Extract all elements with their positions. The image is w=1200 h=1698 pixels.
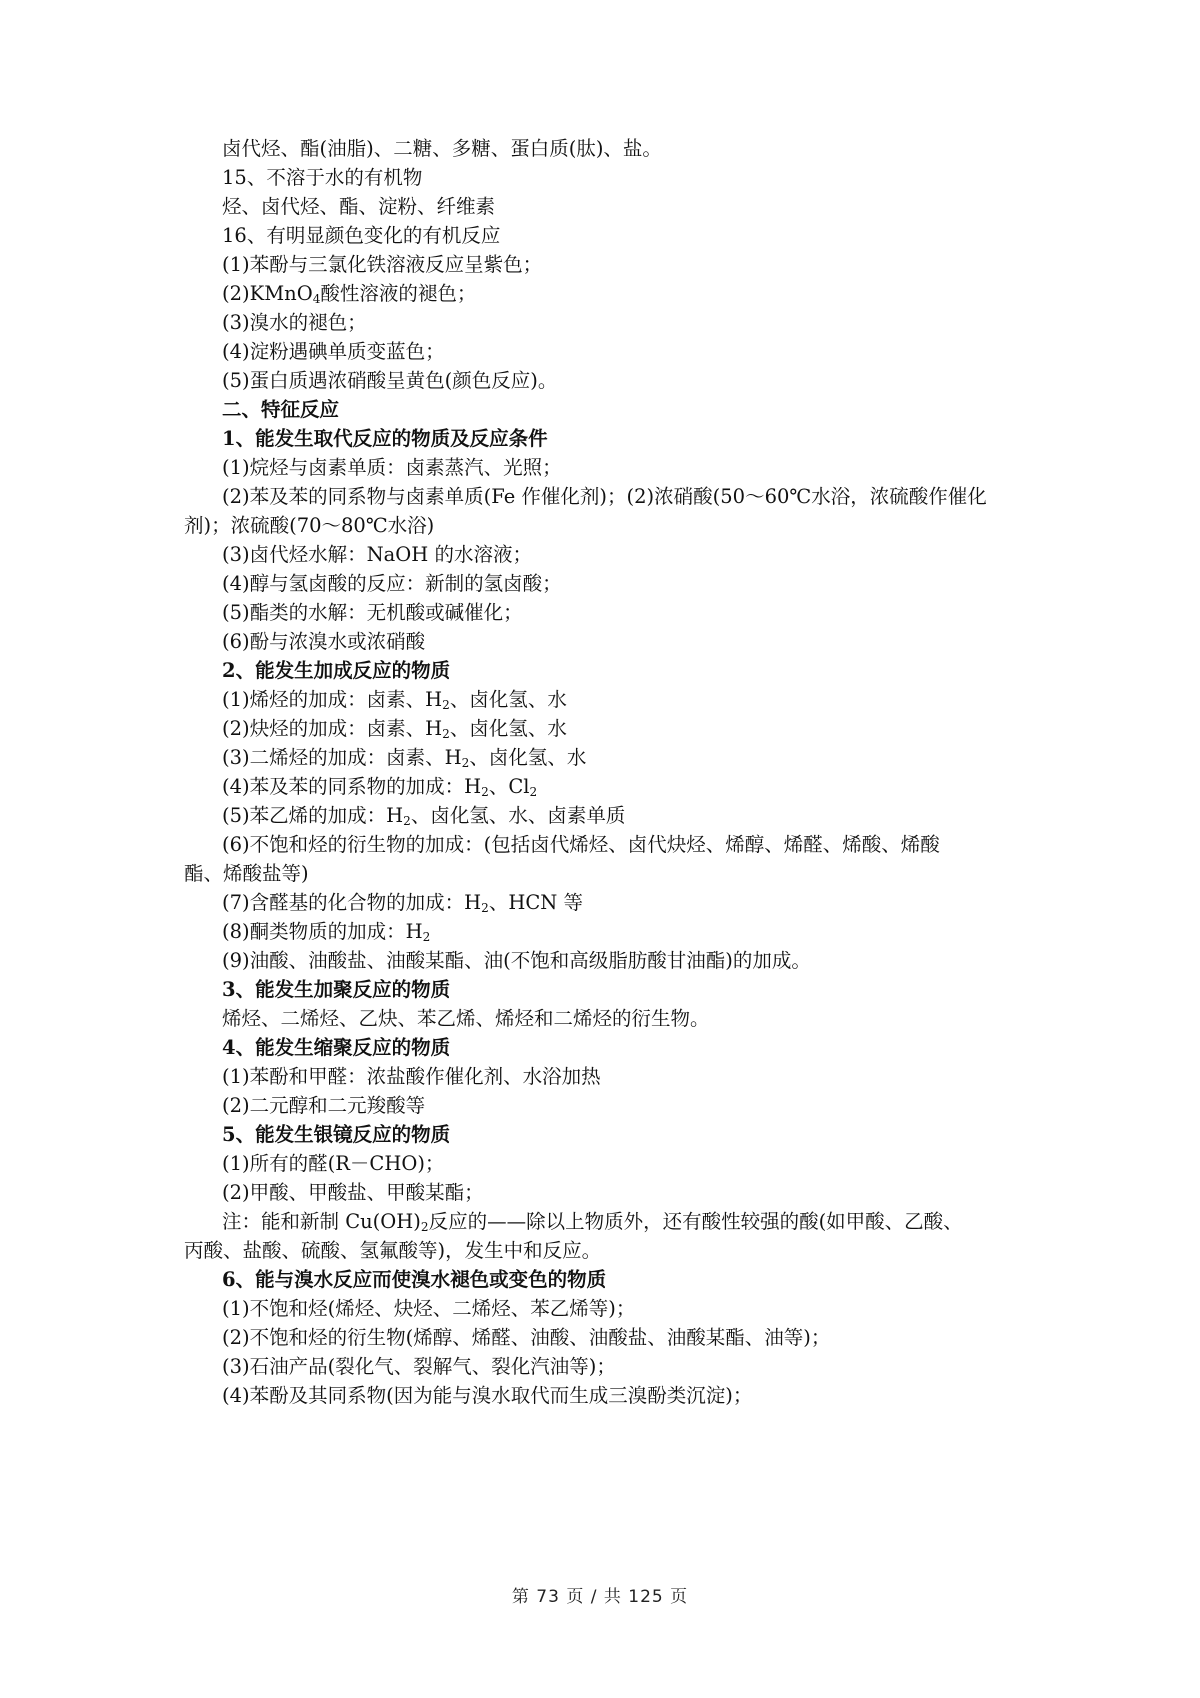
subsection-heading: 4、能发生缩聚反应的物质 (222, 1036, 451, 1059)
text-segment: 反应的——除以上物质外，还有酸性较强的酸(如甲酸、乙酸、 (428, 1210, 963, 1233)
list-item (222, 716, 567, 742)
text-segment: 、卤化氢、水 (469, 746, 587, 769)
text-segment: (2)炔烃的加成：卤素、H (222, 717, 443, 740)
list-item: (1)不饱和烃(烯烃、炔烃、二烯烃、苯乙烯等)； (222, 1297, 636, 1320)
list-item: (2)不饱和烃的衍生物(烯醇、烯醛、油酸、油酸盐、油酸某酯、油等)； (222, 1326, 831, 1349)
list-item: (5)酯类的水解：无机酸或碱催化； (222, 601, 523, 624)
subsection-heading: 1、能发生取代反应的物质及反应条件 (222, 427, 548, 450)
list-item: (2)苯及苯的同系物与卤素单质(Fe 作催化剂)；(2)浓硝酸(50～60℃水浴，浓硫酸作催化 (222, 485, 987, 508)
text-segment: 酸性溶液的褪色； (320, 282, 477, 305)
list-item: (3)石油产品(裂化气、裂解气、裂化汽油等)； (222, 1355, 616, 1378)
note-line (222, 1209, 963, 1235)
subscript: 2 (529, 785, 538, 800)
list-item-continuation: 剂)；浓硫酸(70～80℃水浴) (184, 514, 435, 537)
list-item: (4)苯酚及其同系物(因为能与溴水取代而生成三溴酚类沉淀)； (222, 1384, 753, 1407)
text-segment: 、卤化氢、水、卤素单质 (410, 804, 626, 827)
subsection-heading: 6、能与溴水反应而使溴水褪色或变色的物质 (222, 1268, 607, 1291)
list-item: (6)不饱和烃的衍生物的加成：(包括卤代烯烃、卤代炔烃、烯醇、烯醛、烯酸、烯酸 (222, 833, 940, 856)
text-segment: (3)二烯烃的加成：卤素、H (222, 746, 462, 769)
subsection-heading: 3、能发生加聚反应的物质 (222, 978, 451, 1001)
text-segment: (1)烯烃的加成：卤素、H (222, 688, 443, 711)
list-item: (2)甲酸、甲酸盐、甲酸某酯； (222, 1181, 484, 1204)
list-item: (4)淀粉遇碘单质变蓝色； (222, 340, 445, 363)
subscript: 2 (403, 814, 411, 829)
subsection-heading: 2、能发生加成反应的物质 (222, 659, 451, 682)
body-text-line: 烯烃、二烯烃、乙炔、苯乙烯、烯烃和二烯烃的衍生物。 (222, 1007, 710, 1030)
text-segment: 、卤化氢、水 (449, 717, 567, 740)
list-heading: 16、有明显颜色变化的有机反应 (222, 224, 501, 247)
text-segment: (5)苯乙烯的加成：H (222, 804, 404, 827)
section-heading: 二、特征反应 (222, 398, 340, 421)
list-item: (1)苯酚和甲醛：浓盐酸作催化剂、水浴加热 (222, 1065, 601, 1088)
list-item: (9)油酸、油酸盐、油酸某酯、油(不饱和高级脂肪酸甘油酯)的加成。 (222, 949, 811, 972)
list-item: (6)酚与浓溴水或浓硝酸 (222, 630, 426, 653)
list-item: (3)卤代烃水解：NaOH 的水溶液； (222, 543, 533, 566)
text-segment: (8)酮类物质的加成：H (222, 920, 423, 943)
subscript: 2 (442, 727, 450, 742)
text-segment: 注：能和新制 Cu(OH) (222, 1210, 421, 1233)
subscript: 2 (461, 756, 470, 771)
subscript: 2 (422, 930, 431, 945)
list-item-continuation: 酯、烯酸盐等) (184, 862, 309, 885)
list-item (222, 890, 583, 916)
subscript: 4 (312, 292, 321, 307)
list-item: (1)烷烃与卤素单质：卤素蒸汽、光照； (222, 456, 562, 479)
list-item (222, 687, 567, 713)
subscript: 2 (481, 901, 489, 916)
list-item (222, 281, 476, 307)
list-item (222, 745, 586, 771)
text-segment: 、Cl (488, 775, 530, 798)
subscript: 2 (420, 1220, 429, 1235)
note-continuation: 丙酸、盐酸、硫酸、氢氟酸等)，发生中和反应。 (184, 1239, 602, 1262)
list-item: (5)蛋白质遇浓硝酸呈黄色(颜色反应)。 (222, 369, 558, 392)
text-segment: 、卤化氢、水 (449, 688, 567, 711)
subscript: 2 (442, 698, 450, 713)
text-segment: (2)KMnO (222, 282, 313, 305)
subsection-heading: 5、能发生银镜反应的物质 (222, 1123, 451, 1146)
list-item: (1)苯酚与三氯化铁溶液反应呈紫色； (222, 253, 543, 276)
list-item: (2)二元醇和二元羧酸等 (222, 1094, 426, 1117)
list-heading: 15、不溶于水的有机物 (222, 166, 423, 189)
page-number-footer: 第 73 页 / 共 125 页 (511, 1587, 689, 1607)
subscript: 2 (481, 785, 489, 800)
list-item (222, 774, 537, 800)
text-segment: 、HCN 等 (488, 891, 584, 914)
body-text-line: 卤代烃、酯(油脂)、二糖、多糖、蛋白质(肽)、盐。 (222, 137, 662, 160)
text-segment: (4)苯及苯的同系物的加成：H (222, 775, 482, 798)
text-segment: (7)含醛基的化合物的加成：H (222, 891, 482, 914)
list-item (222, 803, 625, 829)
list-item: (4)醇与氢卤酸的反应：新制的氢卤酸； (222, 572, 562, 595)
list-item: (3)溴水的褪色； (222, 311, 367, 334)
list-item (222, 919, 430, 945)
body-text-line: 烃、卤代烃、酯、淀粉、纤维素 (222, 195, 496, 218)
list-item: (1)所有的醛(R－CHO)； (222, 1152, 445, 1175)
